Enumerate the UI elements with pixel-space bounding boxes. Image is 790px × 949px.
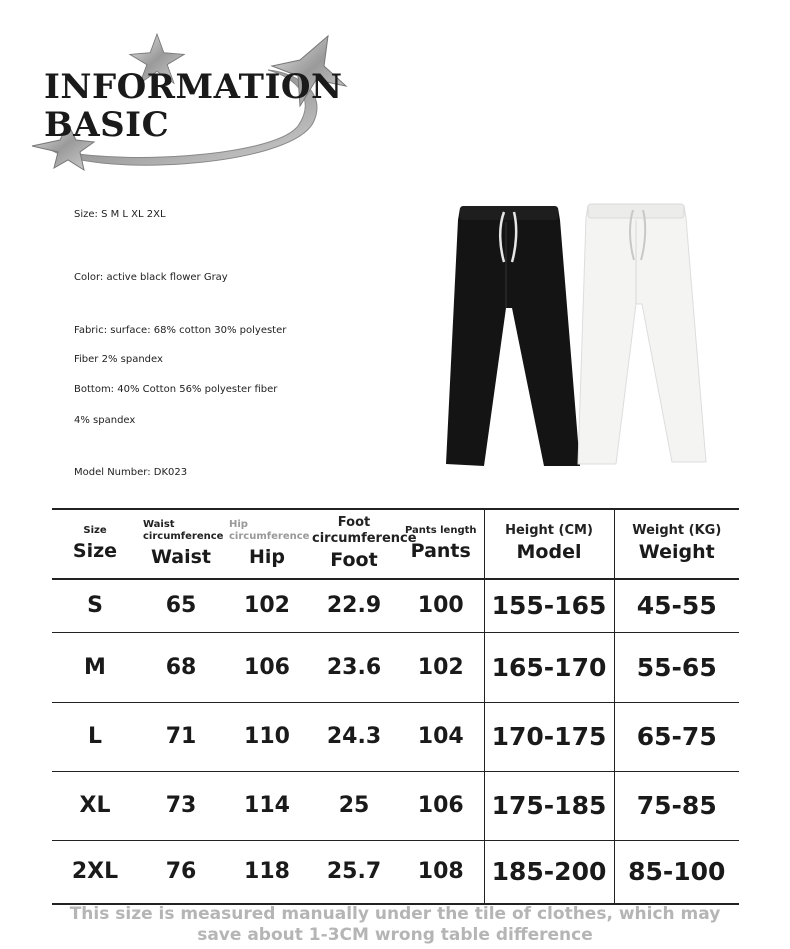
cell-hip: 110 [244,724,290,749]
cell-weight: 45-55 [636,591,717,621]
header-hip: Hip circumference Hip [229,518,310,568]
table-row [52,771,739,840]
table-row [52,579,739,632]
header-foot: Foot circumference Foot [312,515,417,572]
spec-spandex: 4% spandex [74,415,136,426]
header-size: Size Size [72,524,118,562]
cell-pants: 100 [398,579,484,632]
header-pants: Pants length Pants [398,509,484,579]
cell-height: 165-170 [484,632,614,702]
measurement-footnote: This size is measured manually under the tile of clothes, which may save about 1-3CM wrong table difference [69,904,721,945]
cell-hip: 118 [244,859,290,885]
cell-hip: 106 [244,654,290,680]
cell-height: 170-175 [484,702,614,771]
white-pants [578,204,706,464]
spec-fabric: Fabric: surface: 68% cotton 30% polyester [74,325,287,336]
cell-pants: 104 [398,702,484,771]
cell-height: 155-165 [484,579,614,632]
spec-fiber: Fiber 2% spandex [74,354,163,365]
cell-weight: 55-65 [636,652,717,682]
header-model: Height (CM) Model [484,509,614,579]
cell-waist: 76 [165,859,197,885]
spec-model-number: Model Number: DK023 [74,467,188,478]
page-title-line-2: BASIC [44,105,170,145]
spec-bottom: Bottom: 40% Cotton 56% polyester fiber [74,384,278,395]
cell-waist: 65 [165,593,197,619]
table-header-row [52,509,739,579]
header-weight: Weight (KG) Weight [632,522,722,564]
cell-pants: 108 [398,840,484,904]
product-image [440,198,720,473]
cell-foot: 23.6 [326,654,382,680]
cell-weight: 75-85 [636,791,717,820]
cell-waist: 71 [165,724,197,749]
cell-size: L [87,724,103,749]
cell-foot: 24.3 [326,724,382,749]
cell-height: 185-200 [484,840,614,904]
cell-height: 175-185 [484,771,614,840]
table-row [52,840,739,904]
cell-hip: 102 [244,593,290,619]
cell-hip: 114 [244,793,290,818]
cell-size: 2XL [71,859,119,885]
table-row [52,632,739,702]
cell-foot: 22.9 [326,593,382,619]
cell-weight: 85-100 [628,857,726,887]
cell-pants: 106 [398,771,484,840]
black-pants [446,206,580,466]
cell-foot: 25 [338,793,370,818]
size-chart-table [52,508,739,905]
spec-color: Color: active black flower Gray [74,272,228,283]
page-title-line-1: INFORMATION [44,67,343,107]
cell-pants: 102 [398,632,484,702]
header-waist: Waist circumference Waist [143,518,224,568]
spec-size: Size: S M L XL 2XL [74,209,166,220]
table-row [52,702,739,771]
cell-foot: 25.7 [326,859,382,885]
cell-size: M [84,654,106,680]
cell-size: XL [79,793,111,818]
cell-weight: 65-75 [636,722,717,751]
cell-size: S [87,593,103,619]
cell-waist: 73 [165,793,197,818]
cell-waist: 68 [165,654,197,680]
